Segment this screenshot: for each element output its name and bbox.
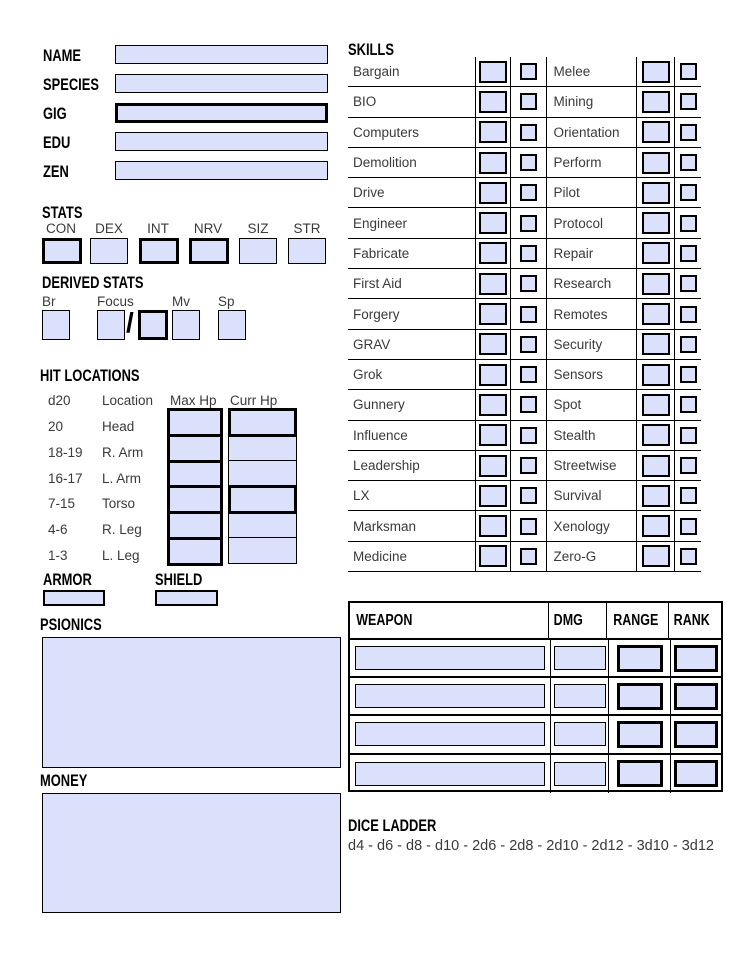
skill-rank-field[interactable] (642, 303, 670, 325)
sp-label: Sp (218, 294, 235, 309)
skill-label: Stealth (546, 421, 637, 450)
skill-rank-field[interactable] (479, 91, 507, 113)
skill-rank-field[interactable] (642, 121, 670, 143)
stat-siz-field[interactable] (239, 238, 277, 264)
weapon-col-header: WEAPON (356, 611, 413, 629)
skill-row (348, 511, 701, 541)
skill-rank-cell (636, 451, 674, 480)
skill-check-cell (510, 451, 546, 480)
sp-field[interactable] (218, 310, 246, 340)
skill-check-field[interactable] (680, 154, 697, 171)
skill-check-cell (510, 87, 546, 116)
skill-label: Orientation (546, 118, 637, 147)
skill-rank-cell (475, 87, 510, 116)
skill-rank-field[interactable] (479, 121, 507, 143)
zen-input[interactable] (115, 161, 328, 180)
skill-check-field[interactable] (680, 366, 697, 383)
money-field[interactable] (42, 793, 341, 913)
skill-check-field[interactable] (680, 63, 697, 80)
dice-ladder-text: d4 - d6 - d8 - d10 - 2d6 - 2d8 - 2d10 - 2d12 - 3d10 - 3d12 (348, 838, 714, 854)
skill-check-field[interactable] (520, 457, 537, 474)
hitloc-location: R. Arm (102, 445, 144, 460)
hitloc-location: R. Leg (102, 522, 142, 537)
weapon-rank-field[interactable] (674, 683, 718, 710)
skill-check-field[interactable] (680, 275, 697, 292)
weapon-name-field[interactable] (355, 722, 545, 746)
skill-rank-cell (475, 208, 510, 237)
weapon-range-field[interactable] (617, 721, 663, 748)
skill-check-cell (510, 299, 546, 328)
skill-label: Medicine (353, 548, 408, 564)
stat-int-field[interactable] (139, 238, 179, 264)
skill-label: Zero-G (546, 542, 637, 571)
hitloc-maxhp-header: Max Hp (170, 393, 217, 408)
skill-check-field[interactable] (680, 124, 697, 141)
skill-rank-cell (636, 481, 674, 510)
skill-label: Survival (546, 481, 637, 510)
maxhp-head-field[interactable] (167, 408, 223, 437)
skill-rank-field[interactable] (642, 394, 670, 416)
skill-rank-field[interactable] (479, 485, 507, 507)
skill-rank-field[interactable] (642, 455, 670, 477)
zen-label: ZEN (43, 162, 69, 181)
skill-rank-field[interactable] (479, 303, 507, 325)
focus-slash: / (126, 307, 134, 338)
skill-check-field[interactable] (680, 93, 697, 110)
hitloc-roll: 7-15 (48, 496, 76, 511)
weapon-dmg-field[interactable] (554, 684, 606, 708)
skill-check-field[interactable] (520, 487, 537, 504)
skill-check-cell (674, 299, 701, 328)
skill-label: Pilot (546, 178, 637, 207)
skill-check-cell (510, 178, 546, 207)
skill-check-cell (674, 421, 701, 450)
weapon-row (350, 678, 721, 716)
weapon-rank-field[interactable] (674, 721, 718, 748)
skill-row (348, 390, 701, 420)
skill-rank-cell (636, 208, 674, 237)
br-field[interactable] (42, 310, 70, 340)
dice-ladder-title: DICE LADDER (348, 816, 437, 835)
skill-check-cell (510, 511, 546, 540)
skill-check-cell (510, 481, 546, 510)
skill-check-field[interactable] (680, 457, 697, 474)
skill-row (348, 451, 701, 481)
weapons-header-row (350, 603, 721, 640)
maxhp-rleg-field[interactable] (167, 511, 223, 540)
skill-rank-cell (636, 542, 674, 571)
skill-label: Leadership (353, 458, 420, 473)
currhp-lleg-field[interactable] (228, 537, 297, 564)
skill-check-cell (510, 57, 546, 86)
skill-check-field[interactable] (680, 518, 697, 535)
skill-check-field[interactable] (520, 184, 537, 201)
skill-rank-field[interactable] (642, 273, 670, 295)
psionics-title: PSIONICS (40, 615, 102, 634)
skill-rank-cell (636, 118, 674, 147)
skill-check-field[interactable] (680, 215, 697, 232)
hitloc-roll: 16-17 (48, 471, 83, 486)
skill-rank-cell (636, 360, 674, 389)
skill-rank-field[interactable] (479, 212, 507, 234)
skill-rank-field[interactable] (642, 364, 670, 386)
skill-check-field[interactable] (520, 124, 537, 141)
skill-rank-cell (636, 239, 674, 268)
skill-label: First Aid (353, 276, 402, 292)
skill-rank-cell (475, 118, 510, 147)
skill-rank-cell (636, 421, 674, 450)
skill-rank-field[interactable] (642, 212, 670, 234)
skill-check-cell (510, 390, 546, 419)
skill-label: Marksman (353, 518, 417, 534)
skill-check-field[interactable] (520, 63, 537, 80)
skill-rank-field[interactable] (479, 455, 507, 477)
skill-rank-field[interactable] (479, 242, 507, 264)
skill-label: Perform (546, 148, 637, 177)
skill-rank-field[interactable] (479, 545, 507, 567)
hitloc-location: Torso (102, 496, 136, 511)
skill-rank-cell (475, 542, 510, 571)
skill-row (348, 87, 701, 117)
weapon-range-field[interactable] (617, 645, 663, 672)
skill-rank-field[interactable] (479, 364, 507, 386)
skill-label: GRAV (353, 336, 391, 352)
skill-check-cell (510, 148, 546, 177)
skill-label: Drive (353, 185, 385, 201)
skill-label: Demolition (353, 155, 417, 171)
skill-check-cell (510, 421, 546, 450)
skill-check-field[interactable] (520, 154, 537, 171)
focus-max-field[interactable] (138, 310, 168, 340)
skill-row (348, 57, 701, 87)
skill-rank-cell (475, 360, 510, 389)
skill-check-cell (674, 269, 701, 298)
stat-dex-field[interactable] (90, 238, 128, 264)
skill-label: Gunnery (353, 397, 405, 413)
skills-table (348, 57, 701, 572)
species-label: SPECIES (43, 75, 100, 94)
skill-check-field[interactable] (680, 184, 697, 201)
skill-rank-cell (475, 390, 510, 419)
skill-label: Mining (546, 87, 637, 116)
weapon-row (350, 640, 721, 678)
skill-label: Fabricate (353, 245, 410, 261)
weapon-dmg-field[interactable] (554, 762, 606, 786)
skill-label: Sensors (546, 360, 637, 389)
skill-label: Computers (353, 124, 420, 140)
skill-check-cell (674, 239, 701, 268)
hitloc-location: Head (102, 419, 135, 434)
name-input[interactable] (115, 45, 328, 64)
skill-row (348, 421, 701, 451)
skill-check-field[interactable] (520, 306, 537, 323)
stat-dex-label: DEX (95, 221, 123, 236)
weapon-rank-field[interactable] (674, 760, 718, 787)
skill-rank-field[interactable] (642, 242, 670, 264)
shield-title: SHIELD (155, 570, 203, 589)
skill-check-field[interactable] (520, 215, 537, 232)
skill-check-field[interactable] (520, 366, 537, 383)
skill-check-field[interactable] (520, 245, 537, 262)
skill-row (348, 542, 701, 572)
edu-input[interactable] (115, 132, 328, 151)
hitloc-roll: 1-3 (48, 548, 68, 563)
shield-field[interactable] (155, 590, 218, 606)
dmg-col-header: DMG (553, 611, 584, 629)
skill-rank-cell (475, 269, 510, 298)
hit-locations-title: HIT LOCATIONS (40, 366, 140, 385)
currhp-head-field[interactable] (228, 408, 297, 437)
skill-check-cell (674, 360, 701, 389)
currhp-rarm-field[interactable] (228, 434, 297, 461)
skill-rank-field[interactable] (479, 152, 507, 174)
skill-check-cell (674, 148, 701, 177)
hitloc-location-header: Location (102, 393, 154, 408)
stat-con-label: CON (46, 221, 76, 236)
hitloc-currhp-header: Curr Hp (230, 393, 278, 408)
skill-rank-cell (475, 451, 510, 480)
skill-row (348, 239, 701, 269)
skill-check-field[interactable] (520, 396, 537, 413)
skill-rank-cell (475, 299, 510, 328)
skill-check-cell (674, 451, 701, 480)
skill-rank-field[interactable] (479, 61, 507, 83)
skill-check-cell (674, 330, 701, 359)
weapon-range-field[interactable] (617, 683, 663, 710)
skill-label: Grok (353, 367, 383, 383)
hitloc-roll: 4-6 (48, 522, 68, 537)
hitloc-roll: 18-19 (48, 445, 83, 460)
skill-label: Research (546, 269, 637, 298)
skill-check-cell (674, 87, 701, 116)
skill-label: Engineer (353, 215, 408, 231)
skill-row (348, 178, 701, 208)
skill-rank-field[interactable] (642, 515, 670, 537)
armor-field[interactable] (43, 590, 105, 606)
species-input[interactable] (115, 74, 328, 93)
hitloc-d20-header: d20 (48, 393, 71, 408)
skill-check-cell (674, 390, 701, 419)
skill-rank-cell (636, 511, 674, 540)
maxhp-torso-field[interactable] (167, 485, 223, 514)
stat-con-field[interactable] (42, 238, 82, 264)
skill-rank-field[interactable] (479, 182, 507, 204)
skill-check-field[interactable] (680, 427, 697, 444)
gig-input[interactable] (115, 103, 328, 123)
skill-check-field[interactable] (680, 487, 697, 504)
skill-check-cell (674, 178, 701, 207)
stat-str-label: STR (293, 221, 321, 236)
skill-label: Streetwise (546, 451, 637, 480)
weapon-dmg-field[interactable] (554, 646, 606, 670)
skill-rank-cell (475, 148, 510, 177)
skill-rank-cell (475, 330, 510, 359)
skill-rank-field[interactable] (479, 424, 507, 446)
hitloc-location: L. Arm (102, 471, 142, 486)
skill-label: Melee (546, 57, 637, 86)
skill-row (348, 330, 701, 360)
skill-check-cell (510, 542, 546, 571)
skill-rank-cell (636, 57, 674, 86)
hitloc-roll: 20 (48, 419, 64, 434)
weapon-dmg-field[interactable] (554, 722, 606, 746)
skill-check-cell (674, 542, 701, 571)
skill-rank-cell (475, 57, 510, 86)
skill-rank-field[interactable] (479, 273, 507, 295)
weapon-row (350, 755, 721, 793)
rank-col-header: RANK (673, 611, 710, 629)
skill-check-field[interactable] (520, 275, 537, 292)
skill-label: Spot (546, 390, 637, 419)
name-label: NAME (43, 46, 82, 65)
currhp-torso-field[interactable] (228, 485, 297, 514)
skill-rank-cell (636, 330, 674, 359)
skill-rank-field[interactable] (642, 91, 670, 113)
skill-rank-field[interactable] (642, 182, 670, 204)
mv-field[interactable] (172, 310, 200, 340)
skill-rank-cell (475, 511, 510, 540)
gig-label: GIG (43, 104, 67, 123)
hitloc-location: L. Leg (102, 548, 140, 563)
skill-check-cell (674, 511, 701, 540)
skill-rank-field[interactable] (642, 424, 670, 446)
skill-rank-field[interactable] (642, 61, 670, 83)
skill-label: Xenology (546, 511, 637, 540)
maxhp-lleg-field[interactable] (167, 537, 223, 566)
skill-check-cell (510, 269, 546, 298)
skill-check-cell (510, 239, 546, 268)
skill-label: BIO (353, 94, 377, 110)
skill-rank-cell (636, 148, 674, 177)
psionics-field[interactable] (42, 637, 341, 768)
skill-rank-field[interactable] (479, 515, 507, 537)
skill-check-field[interactable] (520, 427, 537, 444)
skill-check-field[interactable] (680, 396, 697, 413)
skill-check-cell (510, 208, 546, 237)
skill-check-field[interactable] (680, 336, 697, 353)
skill-label: Remotes (546, 299, 637, 328)
skill-check-field[interactable] (520, 548, 537, 565)
stat-str-field[interactable] (288, 238, 326, 264)
skill-label: Bargain (353, 64, 400, 80)
skill-rank-field[interactable] (642, 152, 670, 174)
skill-label: Influence (353, 427, 408, 443)
weapon-row (350, 716, 721, 754)
weapon-range-field[interactable] (617, 760, 663, 787)
skill-rank-cell (475, 481, 510, 510)
skill-rank-cell (475, 239, 510, 268)
skill-rank-cell (636, 87, 674, 116)
skill-rank-field[interactable] (642, 545, 670, 567)
currhp-larm-field[interactable] (228, 460, 297, 487)
skill-rank-cell (475, 178, 510, 207)
skill-check-cell (510, 330, 546, 359)
skill-rank-cell (475, 421, 510, 450)
skill-label: Security (546, 330, 637, 359)
focus-current-field[interactable] (97, 310, 125, 340)
skill-check-cell (674, 481, 701, 510)
armor-title: ARMOR (43, 570, 92, 589)
stat-siz-label: SIZ (247, 221, 269, 236)
skill-check-field[interactable] (520, 518, 537, 535)
skill-row (348, 118, 701, 148)
skill-check-field[interactable] (680, 548, 697, 565)
mv-label: Mv (172, 294, 190, 309)
skill-label: Repair (546, 239, 637, 268)
focus-label: Focus (97, 294, 134, 309)
skill-rank-cell (636, 299, 674, 328)
stat-int-label: INT (147, 221, 169, 236)
skill-row (348, 208, 701, 238)
currhp-rleg-field[interactable] (228, 511, 297, 538)
skill-check-cell (674, 118, 701, 147)
money-title: MONEY (40, 771, 88, 790)
skill-check-field[interactable] (520, 93, 537, 110)
skill-label: Protocol (546, 208, 637, 237)
skill-check-field[interactable] (680, 245, 697, 262)
range-col-header: RANGE (613, 611, 659, 629)
skill-check-field[interactable] (520, 336, 537, 353)
skill-rank-cell (636, 390, 674, 419)
skill-row (348, 269, 701, 299)
skill-rank-cell (636, 178, 674, 207)
skill-rank-field[interactable] (642, 485, 670, 507)
weapons-table (348, 601, 723, 792)
stats-title: STATS (42, 203, 83, 222)
skill-check-cell (674, 208, 701, 237)
derived-stats-title: DERIVED STATS (42, 273, 144, 292)
weapon-name-field[interactable] (355, 762, 545, 786)
skill-rank-field[interactable] (479, 333, 507, 355)
skill-rank-field[interactable] (642, 333, 670, 355)
skill-check-cell (510, 118, 546, 147)
skill-label: Forgery (353, 306, 400, 322)
skills-title: SKILLS (348, 40, 394, 59)
stat-nrv-label: NRV (193, 221, 223, 236)
weapon-name-field[interactable] (355, 646, 545, 670)
skill-check-cell (510, 360, 546, 389)
br-label: Br (42, 294, 56, 309)
maxhp-rarm-field[interactable] (167, 434, 223, 463)
skill-row (348, 360, 701, 390)
weapon-rank-field[interactable] (674, 645, 718, 672)
skill-row (348, 481, 701, 511)
skill-rank-field[interactable] (479, 394, 507, 416)
weapon-name-field[interactable] (355, 684, 545, 708)
skill-label: LX (353, 488, 370, 504)
skill-rank-cell (636, 269, 674, 298)
skill-check-field[interactable] (680, 306, 697, 323)
edu-label: EDU (43, 133, 71, 152)
skill-check-cell (674, 57, 701, 86)
skill-row (348, 148, 701, 178)
stat-nrv-field[interactable] (189, 238, 229, 264)
skill-row (348, 299, 701, 329)
